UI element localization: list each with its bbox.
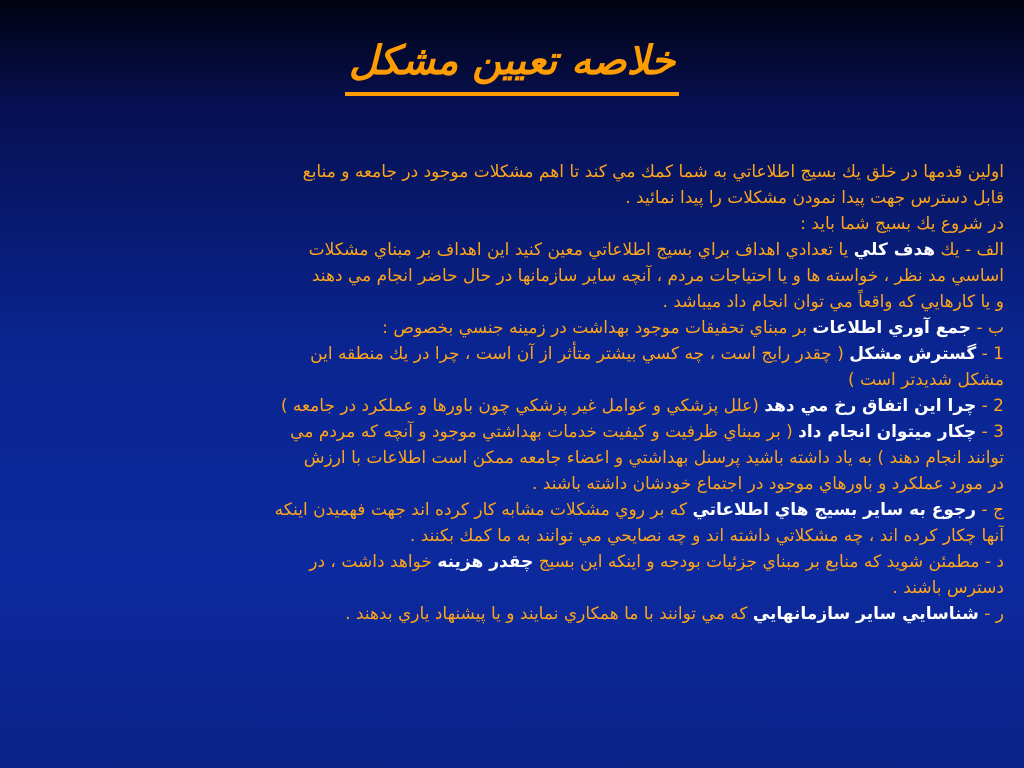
slide-title: خلاصه تعيين مشكل [345,32,679,96]
re-prefix: ر - [984,604,1004,624]
item3-line-2: توانند انجام دهند ) به ياد داشته باشيد پرسنل بهداشتي و اعضاء جامعه ممكن است اطلاعات با ارزش [303,448,1004,468]
re-line [90,601,1004,627]
item3-rest: ( بر مبناي ظرفيت و كيفيت خدمات بهداشتي موجود و آنچه كه مردم مي [290,422,793,442]
slide-body [90,159,1004,627]
be-key: جمع آوري اطلاعات [812,318,972,338]
item1-prefix: 1 - [981,344,1004,364]
alef-rest: يا تعدادي اهداف براي بسيج اطلاعاتي معين كنيد اين اهداف بر مبناي مشكلات [308,240,849,260]
dal-line-2: دسترس باشند . [892,578,1004,598]
jim-rest: كه بر روي مشكلات مشابه كار كرده اند جهت فهميدن اينكه [274,500,688,520]
jim-key: رجوع به ساير بسيج هاي اطلاعاتي [692,500,977,520]
item2-rest: (علل پزشكي و عوامل غير پزشكي چون باورها و عملكرد در جامعه ) [280,396,759,416]
jim-prefix: ج - [981,500,1004,520]
start-line: در شروع يك بسيج شما بايد : [800,214,1004,234]
re-rest: كه مي توانند با ما همكاري نمايند و يا پيشنهاد ياري بدهند . [345,604,748,624]
alef-line-1 [90,237,1004,263]
slide-title-container [0,32,1024,96]
item3-line-1 [90,419,1004,445]
dal-rest: خواهد داشت ، در [309,552,432,572]
be-prefix: ب - [976,318,1004,338]
item1-line-2: مشكل شديدتر است ) [848,370,1004,390]
jim-line-2: آنها چكار كرده اند ، چه مشكلاتي داشته اند و چه نصايحي مي توانند به ما كمك بكنند . [409,526,1004,546]
alef-key: هدف كلي [853,240,936,260]
be-line [90,315,1004,341]
dal-line-1 [90,549,1004,575]
intro-line-1: اولين قدمها در خلق يك بسيج اطلاعاتي به شما كمك مي كند تا اهم مشكلات موجود در جامعه و منابع [302,162,1004,182]
item3-key: چكار ميتوان انجام داد [798,422,977,442]
item1-line-1 [90,341,1004,367]
item2-line [90,393,1004,419]
jim-line-1 [90,497,1004,523]
item1-key: گسترش مشكل [849,344,977,364]
intro-line-2: قابل دسترس جهت پيدا نمودن مشكلات را پيدا نمائيد . [625,188,1004,208]
item2-prefix: 2 - [981,396,1004,416]
alef-prefix: الف - يك [940,240,1004,260]
dal-key: چقدر هزينه [437,552,534,572]
be-rest: بر مبناي تحقيقات موجود بهداشت در زمينه جنسي بخصوص : [382,318,807,338]
dal-prefix: د - مطمئن شويد كه منابع بر مبناي جزئيات بودجه و اينكه اين بسيج [538,552,1004,572]
item2-key: چرا اين اتفاق رخ مي دهد [764,396,977,416]
item3-prefix: 3 - [981,422,1004,442]
alef-line-3: و يا كارهايي كه واقعاً مي توان انجام داد ميباشد . [662,292,1004,312]
re-key: شناسايي ساير سازمانهايي [752,604,979,624]
alef-line-2: اساسي مد نظر ، خواسته ها و يا احتياجات مردم ، آنچه ساير سازمانها در حال حاضر انجام مي دهند [311,266,1004,286]
item3-line-3: در مورد عملكرد و باورهاي موجود در اجتماع خودشان داشته باشند . [531,474,1004,494]
item1-rest: ( چقدر رايج است ، چه كسي بيشتر متأثر از آن است ، چرا در يك منطقه اين [310,344,844,364]
